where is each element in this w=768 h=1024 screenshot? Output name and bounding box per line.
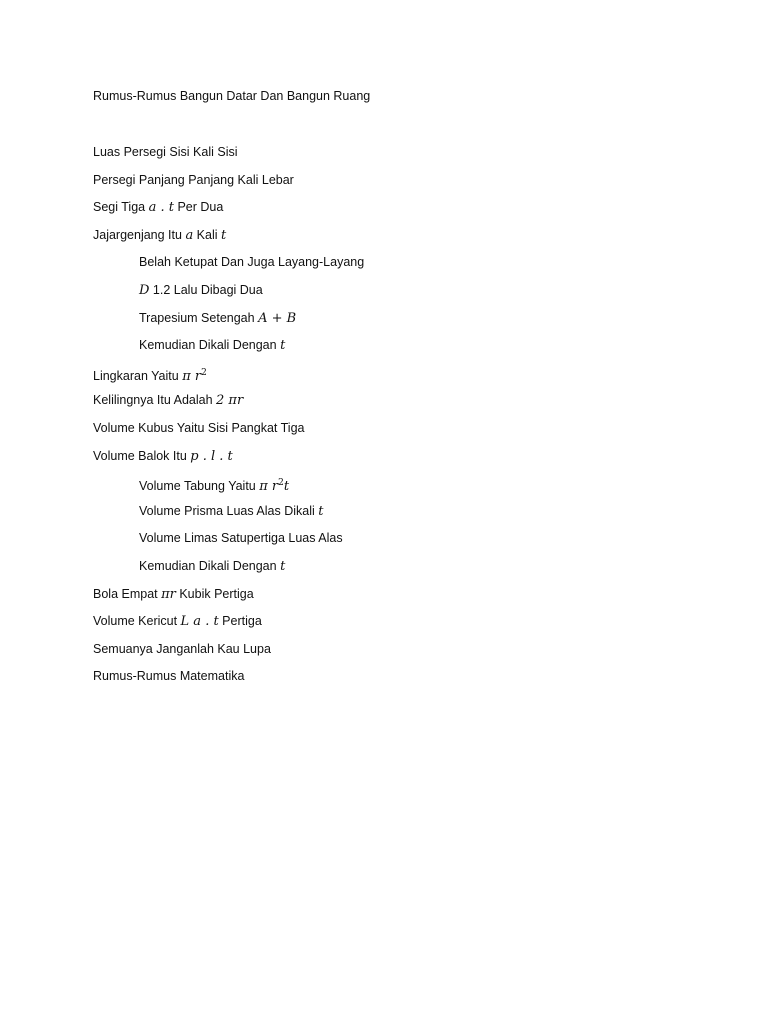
line-text: Bola Empat (93, 586, 162, 601)
line-text: Kemudian Dikali Dengan (139, 558, 281, 573)
math-expression: π r (182, 368, 202, 384)
text-line (93, 171, 713, 199)
document-title: Rumus-Rumus Bangun Datar Dan Bangun Ruang (93, 89, 371, 103)
line-text: Kelilingnya Itu Adalah (93, 393, 217, 408)
line-text: 1.2 Lalu Dibagi Dua (149, 282, 263, 297)
line-text: Jajargenjang Itu (93, 227, 186, 242)
formula-lines (93, 143, 713, 695)
line-text: Trapesium Setengah (139, 310, 259, 325)
line-text: Segi Tiga (93, 200, 149, 215)
math-expression: A + B (258, 310, 297, 326)
text-line (93, 198, 713, 226)
line-text: Lingkaran Yaitu (93, 368, 183, 383)
line-text: Kemudian Dikali Dengan (139, 338, 281, 353)
text-line (93, 364, 713, 392)
line-text: Volume Prisma Luas Alas Dikali (139, 503, 319, 518)
superscript: 2 (201, 367, 207, 378)
math-expression: D (139, 282, 150, 298)
text-line (93, 419, 713, 447)
text-line (93, 253, 713, 281)
math-expression: L a . t (180, 614, 219, 630)
text-line (93, 557, 713, 585)
math-expression: t (280, 338, 286, 354)
text-line (93, 309, 713, 337)
text-line (93, 226, 713, 254)
math-expression: t (318, 503, 324, 519)
text-line (93, 612, 713, 640)
line-text: Volume Kubus Yaitu Sisi Pangkat Tiga (93, 420, 305, 435)
math-expression: πr (161, 586, 176, 602)
line-text: Luas Persegi Sisi Kali Sisi (93, 145, 238, 159)
line-text: Rumus-Rumus Matematika (93, 669, 245, 684)
line-text: Volume Balok Itu (93, 448, 191, 463)
text-line (93, 585, 713, 613)
math-expression: t (280, 558, 286, 574)
text-line (93, 336, 713, 364)
line-text: Belah Ketupat Dan Juga Layang-Layang (139, 255, 365, 270)
line-text: Semuanya Janganlah Kau Lupa (93, 641, 271, 656)
line-text: Kubik Pertiga (175, 586, 254, 601)
line-text: Volume Limas Satupertiga Luas Alas (139, 531, 343, 546)
line-text: Persegi Panjang Panjang Kali Lebar (93, 172, 294, 187)
line-text: Kali (193, 227, 221, 242)
math-expression: π r (259, 479, 279, 495)
math-expression: t (283, 479, 290, 495)
text-line (93, 391, 713, 419)
math-expression: a . t (148, 200, 174, 216)
math-expression: a (185, 227, 194, 243)
text-line (93, 447, 713, 475)
text-line (93, 529, 713, 557)
line-text: Pertiga (218, 614, 262, 629)
text-line (93, 667, 713, 695)
text-line (93, 281, 713, 309)
math-expression: p . l . t (190, 448, 233, 464)
line-text: Volume Kericut (93, 614, 181, 629)
superscript: 2 (278, 478, 284, 489)
text-line (93, 502, 713, 530)
line-text: Volume Tabung Yaitu (139, 479, 260, 494)
math-expression: t (221, 227, 227, 243)
text-line (93, 474, 713, 502)
text-line (93, 143, 713, 171)
text-line (93, 640, 713, 668)
line-text: Per Dua (173, 200, 224, 215)
math-expression: 2 πr (216, 393, 244, 409)
